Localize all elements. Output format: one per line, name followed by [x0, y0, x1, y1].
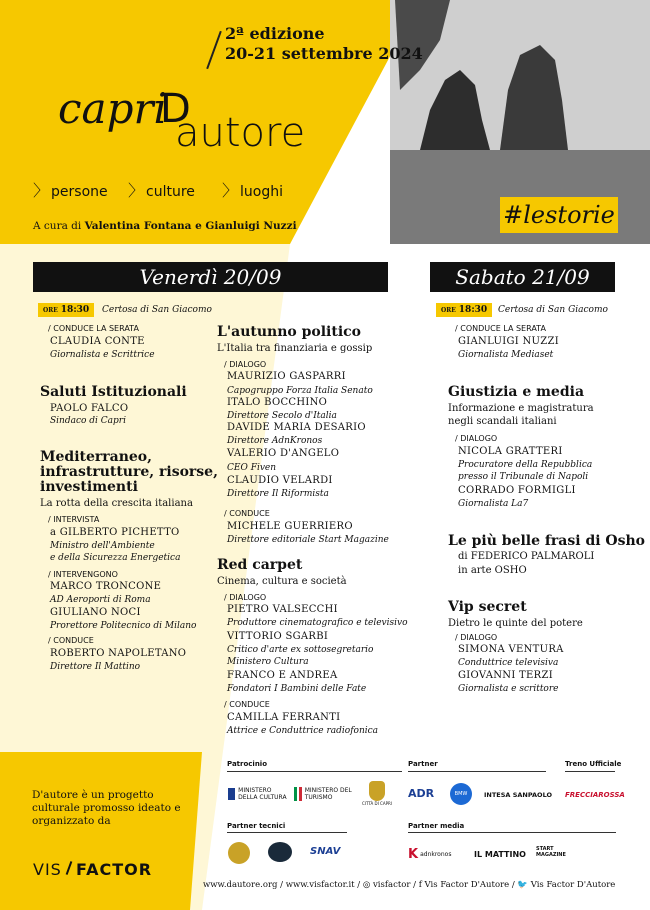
saluti-role: Sindaco di Capri — [50, 416, 126, 426]
giustizia-2-role: Giornalista La7 — [458, 499, 529, 509]
sat-host-role: Giornalista Mediaset — [458, 350, 554, 360]
host-name: CLAUDIA CONTE — [50, 336, 145, 347]
vis-factor-logo: VIS FACTOR — [33, 860, 153, 879]
tecnici-label: Partner tecnici — [227, 822, 286, 830]
friday-venue: Certosa di San Giacomo — [102, 305, 212, 315]
divider — [408, 832, 616, 833]
divider — [227, 832, 347, 833]
vip-2-role: Giornalista e scrittore — [458, 684, 559, 694]
red-3-name: FRANCO E ANDREA — [227, 670, 338, 681]
conduce4-label: / CONDUCE — [224, 700, 270, 709]
edition-label: 2ª edizione — [225, 24, 325, 43]
frecciarossa-logo: FRECCIAROSSA — [565, 791, 625, 799]
vip-1-name: SIMONA VENTURA — [458, 644, 564, 655]
vip-1-role: Conduttrice televisiva — [458, 658, 559, 668]
intervista-label: / INTERVISTA — [48, 515, 100, 524]
divider — [408, 771, 546, 772]
friday-header: Venerdì 20/09 — [33, 262, 388, 292]
med-title-3: investimenti — [40, 479, 138, 495]
dialogo-5-role: Direttore Il Riformista — [227, 489, 329, 499]
conduce2-label: / CONDUCE — [48, 636, 94, 645]
chevron-icon: 〉 — [222, 181, 239, 200]
dialogo-5-name: CLAUDIO VELARDI — [227, 475, 333, 486]
red-2-name: VITTORIO SGARBI — [227, 631, 329, 642]
med-title-1: Mediterraneo, — [40, 449, 153, 465]
dialogo-4-role: CEO Fiven — [227, 463, 277, 473]
saluti-title: Saluti Istituzionali — [40, 384, 187, 400]
conduce3-role: Direttore editoriale Start Magazine — [227, 535, 389, 545]
panelist-1-name: MARCO TRONCONE — [50, 581, 162, 592]
vip-2-name: GIOVANNI TERZI — [458, 670, 553, 681]
tagline-culture: 〉 culture — [128, 181, 195, 200]
autunno-title: L'autunno politico — [217, 324, 362, 340]
logo-autore: autore — [175, 110, 306, 156]
dialogo2-label: / DIALOGO — [224, 593, 267, 602]
intervista-role-2: e della Sicurezza Energetica — [50, 553, 181, 563]
giustizia-sub-1: Informazione e magistratura — [448, 403, 594, 414]
sat-conduce-label: / CONDUCE LA SERATA — [455, 324, 546, 333]
saluti-name: PAOLO FALCO — [50, 403, 129, 414]
conduce2-role: Direttore Il Mattino — [50, 662, 141, 672]
red-2-role-2: Ministero Cultura — [227, 657, 309, 667]
med-title-2: infrastrutture, risorse, — [40, 464, 218, 480]
dialogo-label: / DIALOGO — [224, 360, 267, 369]
panelist-2-role: Prorettore Politecnico di Milano — [50, 621, 197, 631]
logo-d-mark: D — [160, 86, 191, 132]
dialogo-1-role: Capogruppo Forza Italia Senato — [227, 386, 373, 396]
media-label: Partner media — [408, 822, 465, 830]
sat-dialogo2-label: / DIALOGO — [455, 633, 498, 642]
red-carpet-subtitle: Cinema, cultura e società — [217, 576, 347, 587]
intervista-name: a GILBERTO PICHETTO — [50, 527, 180, 538]
curator-line: A cura di Valentina Fontana e Gianluigi Nuzzi — [33, 220, 297, 232]
panelist-2-name: GIULIANO NOCI — [50, 607, 141, 618]
conduce4-name: CAMILLA FERRANTI — [227, 712, 341, 723]
red-1-name: PIETRO VALSECCHI — [227, 604, 338, 615]
start-logo: START MAGAZINE — [536, 846, 566, 858]
giustizia-title: Giustizia e media — [448, 384, 585, 400]
adnkronos-logo: K adnkronos — [408, 847, 452, 862]
il-mattino-logo: IL MATTINO — [474, 850, 526, 859]
footer-links: www.dautore.org / www.visfactor.it / ◎ visfactor / f Vis Factor D'Autore / 🐦 Vis Factor D'Autore — [203, 880, 616, 890]
osho-title: Le più belle frasi di Osho — [448, 533, 646, 549]
panelist-1-role: AD Aeroporti di Roma — [50, 595, 151, 605]
dialogo-4-name: VALERIO D'ANGELO — [227, 448, 340, 459]
osho-line-2: in arte OSHO — [458, 565, 527, 576]
red-1-role: Produttore cinematografico e televisivo — [227, 618, 408, 628]
red-3-role: Fondatori I Bambini delle Fate — [227, 684, 367, 694]
osho-line-1: di FEDERICO PALMAROLI — [458, 551, 595, 562]
vip-title: Vip secret — [448, 599, 527, 615]
giustizia-sub-2: negli scandali italiani — [448, 416, 557, 427]
intesa-logo: INTESA SANPAOLO — [484, 791, 553, 799]
tagline-luoghi: 〉 luoghi — [222, 181, 283, 200]
tagline-persone: 〉 persone — [33, 181, 108, 200]
conduce2-name: ROBERTO NAPOLETANO — [50, 648, 187, 659]
red-2-role-1: Critico d'arte ex sottosegretario — [227, 645, 374, 655]
conduce-label: / CONDUCE LA SERATA — [48, 324, 139, 333]
logo-capri: capri — [58, 84, 167, 133]
host-role: Giornalista e Scrittrice — [50, 350, 155, 360]
med-subtitle: La rotta della crescita italiana — [40, 498, 193, 509]
ministero-turismo-logo: MINISTERO DEL TURISMO — [294, 787, 354, 801]
edition-info — [225, 24, 423, 64]
giustizia-1-role-1: Procuratore della Repubblica — [458, 460, 593, 470]
event-dates: 20-21 settembre 2024 — [225, 44, 423, 63]
divider — [565, 771, 615, 772]
hashtag-badge: #lestorie — [500, 197, 618, 233]
divider — [227, 771, 402, 772]
adr-logo: ADR — [408, 787, 435, 800]
about-text: D'autore è un progetto culturale promosso ideato e organizzato da — [32, 789, 181, 827]
conduce4-role: Attrice e Conduttrice radiofonica — [227, 726, 379, 736]
giustizia-1-role-2: presso il Tribunale di Napoli — [458, 472, 589, 482]
dialogo-2-role: Direttore Secolo d'Italia — [227, 411, 337, 421]
red-carpet-title: Red carpet — [217, 557, 303, 573]
giustizia-2-name: CORRADO FORMIGLI — [458, 485, 576, 496]
dialogo-2-name: ITALO BOCCHINO — [227, 397, 328, 408]
giustizia-1-name: NICOLA GRATTERI — [458, 446, 563, 457]
vip-subtitle: Dietro le quinte del potere — [448, 618, 583, 629]
ministero-cultura-logo: MINISTERO DELLA CULTURA — [228, 787, 288, 801]
sat-dialogo-label: / DIALOGO — [455, 434, 498, 443]
treno-label: Treno Ufficiale — [565, 760, 622, 768]
saturday-venue: Certosa di San Giacomo — [498, 305, 608, 315]
saturday-header: Sabato 21/09 — [430, 262, 615, 292]
partner-label: Partner — [408, 760, 438, 768]
chevron-icon: 〉 — [33, 181, 50, 200]
bmw-logo: BMW — [450, 783, 472, 805]
friday-time-badge: ORE 18:30 — [38, 303, 94, 317]
dialogo-1-name: MAURIZIO GASPARRI — [227, 371, 346, 382]
conduce3-name: MICHELE GUERRIERO — [227, 521, 353, 532]
dialogo-3-name: DAVIDE MARIA DESARIO — [227, 422, 366, 433]
snav-logo: SNAV — [310, 846, 341, 857]
sat-host-name: GIANLUIGI NUZZI — [458, 336, 560, 347]
conduce3-label: / CONDUCE — [224, 509, 270, 518]
patrocinio-label: Patrocinio — [227, 760, 268, 768]
chevron-icon: 〉 — [128, 181, 145, 200]
intervengono-label: / INTERVENGONO — [48, 570, 118, 579]
saturday-time-badge: ORE 18:30 — [436, 303, 492, 317]
intervista-role-1: Ministro dell'Ambiente — [50, 541, 155, 551]
autunno-subtitle: L'Italia tra finanziaria e gossip — [217, 343, 373, 354]
dialogo-3-role: Direttore AdnKronos — [227, 436, 323, 446]
capri-crest-logo: CITTÀ DI CAPRI — [362, 781, 392, 806]
tech-partner-logo — [268, 842, 292, 862]
capri-seal-logo — [228, 842, 250, 864]
